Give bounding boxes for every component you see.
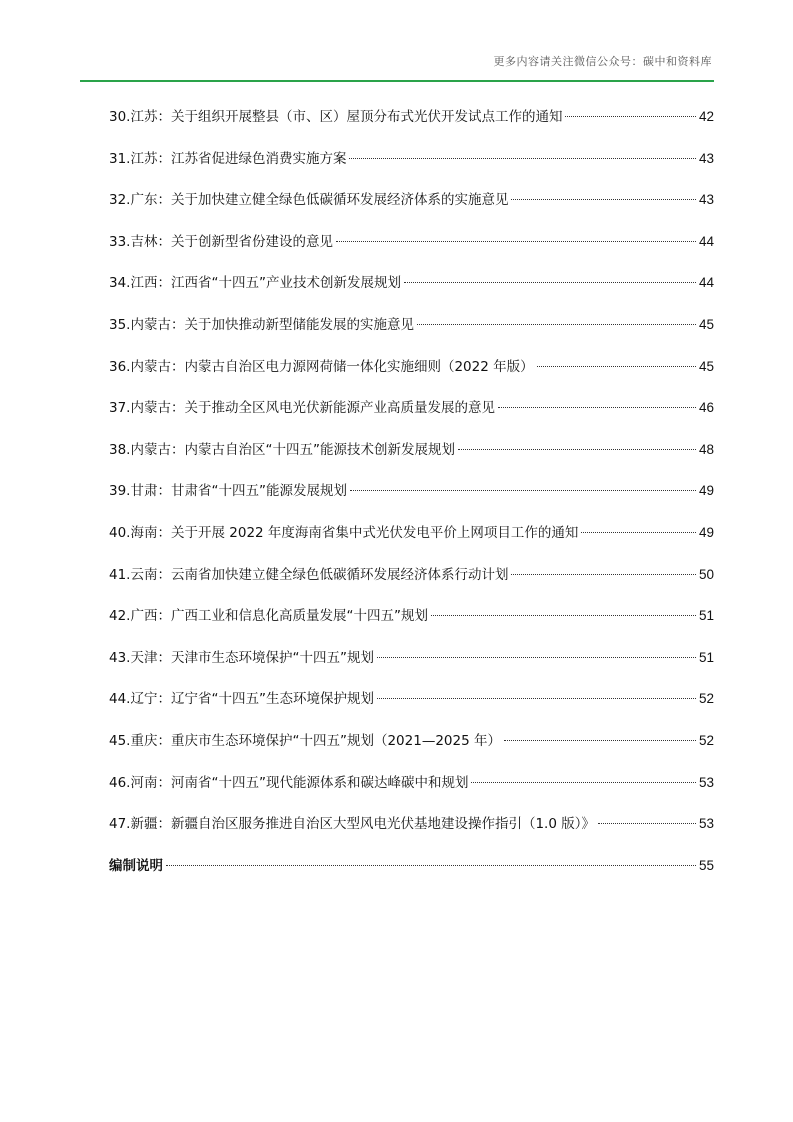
toc-entry-page-number: 48 — [698, 441, 714, 457]
toc-entry-title: 30.江苏：关于组织开展整县（市、区）屋顶分布式光伏开发试点工作的通知 — [109, 109, 563, 125]
toc-entry-page-number: 45 — [698, 358, 714, 374]
toc-entry-title: 44.辽宁：辽宁省“十四五”生态环境保护规划 — [109, 691, 374, 708]
toc-entry[interactable] — [109, 855, 714, 897]
toc-entry[interactable] — [109, 439, 714, 481]
toc-entry-page-number: 49 — [698, 524, 714, 540]
toc-entry-title: 37.内蒙古：关于推动全区风电光伏新能源产业高质量发展的意见 — [109, 400, 495, 417]
toc-dot-leader — [511, 574, 696, 575]
toc-entry[interactable] — [109, 688, 714, 730]
toc-entry-title: 45.重庆：重庆市生态环境保护“十四五”规划（2021—2025 年） — [109, 732, 501, 749]
toc-entry-page-number: 42 — [698, 109, 714, 124]
toc-entry-title: 36.内蒙古：内蒙古自治区电力源网荷储一体化实施细则（2022 年版） — [109, 358, 534, 375]
toc-entry-title: 38.内蒙古：内蒙古自治区“十四五”能源技术创新发展规划 — [109, 441, 455, 458]
toc-dot-leader — [349, 158, 695, 159]
toc-entry[interactable] — [109, 813, 714, 855]
toc-entry-title: 42.广西：广西工业和信息化高质量发展“十四五”规划 — [109, 608, 428, 625]
toc-entry-page-number: 49 — [698, 483, 714, 499]
toc-entry-page-number: 53 — [698, 816, 714, 832]
toc-entry-page-number: 46 — [698, 400, 714, 416]
toc-entry[interactable] — [109, 272, 714, 314]
toc-entry-page-number: 44 — [698, 275, 714, 291]
table-of-contents — [109, 106, 714, 896]
toc-entry[interactable] — [109, 772, 714, 814]
toc-entry-page-number: 45 — [698, 316, 714, 332]
toc-entry-page-number: 51 — [698, 608, 714, 624]
toc-dot-leader — [458, 449, 696, 450]
toc-dot-leader — [417, 324, 696, 325]
toc-dot-leader — [537, 366, 696, 367]
toc-entry-title: 39.甘肃：甘肃省“十四五”能源发展规划 — [109, 483, 347, 500]
toc-entry-title: 40.海南：关于开展 2022 年度海南省集中式光伏发电平价上网项目工作的通知 — [109, 524, 579, 541]
toc-entry[interactable] — [109, 148, 714, 190]
toc-entry-page-number: 52 — [698, 732, 714, 748]
toc-entry-page-number: 50 — [698, 566, 714, 582]
toc-entry[interactable] — [109, 231, 714, 273]
toc-entry-title: 46.河南：河南省“十四五”现代能源体系和碳达峰碳中和规划 — [109, 774, 469, 791]
toc-entry[interactable] — [109, 314, 714, 356]
toc-entry-title: 35.内蒙古：关于加快推动新型储能发展的实施意见 — [109, 316, 414, 333]
toc-entry[interactable] — [109, 647, 714, 689]
toc-entry-page-number: 52 — [698, 691, 714, 707]
toc-entry-page-number: 51 — [698, 649, 714, 665]
toc-entry-title: 编制说明 — [109, 857, 163, 874]
toc-entry-title: 43.天津：天津市生态环境保护“十四五”规划 — [109, 649, 374, 666]
toc-dot-leader — [431, 615, 696, 616]
toc-entry[interactable] — [109, 189, 714, 231]
toc-entry[interactable] — [109, 106, 714, 148]
header-divider — [80, 80, 714, 82]
toc-entry-page-number: 44 — [698, 233, 714, 249]
toc-dot-leader — [336, 241, 696, 242]
toc-entry[interactable] — [109, 522, 714, 564]
toc-dot-leader — [581, 532, 696, 533]
toc-dot-leader — [350, 490, 696, 491]
page-header-text: 更多内容请关注微信公众号：碳中和资料库 — [493, 55, 712, 68]
toc-entry-title: 31.江苏：江苏省促进绿色消费实施方案 — [109, 150, 347, 167]
toc-entry-title: 47.新疆：新疆自治区服务推进自治区大型风电光伏基地建设操作指引（1.0 版）》 — [109, 816, 595, 833]
toc-dot-leader — [404, 282, 696, 283]
toc-dot-leader — [166, 865, 696, 866]
toc-entry-page-number: 43 — [698, 192, 714, 208]
toc-dot-leader — [511, 199, 696, 200]
toc-entry[interactable] — [109, 605, 714, 647]
toc-entry[interactable] — [109, 730, 714, 772]
toc-entry-page-number: 55 — [698, 857, 714, 873]
toc-entry-title: 34.江西：江西省“十四五”产业技术创新发展规划 — [109, 275, 401, 292]
toc-dot-leader — [471, 782, 696, 783]
toc-dot-leader — [598, 823, 696, 824]
toc-entry[interactable] — [109, 356, 714, 398]
toc-dot-leader — [498, 407, 696, 408]
toc-entry-page-number: 53 — [698, 774, 714, 790]
toc-entry-title: 33.吉林：关于创新型省份建设的意见 — [109, 233, 333, 250]
toc-entry[interactable] — [109, 480, 714, 522]
toc-dot-leader — [504, 740, 696, 741]
toc-entry-page-number: 43 — [698, 150, 714, 166]
toc-dot-leader — [565, 116, 696, 117]
toc-entry-title: 41.云南：云南省加快建立健全绿色低碳循环发展经济体系行动计划 — [109, 566, 509, 583]
toc-entry[interactable] — [109, 564, 714, 606]
toc-entry-title: 32.广东：关于加快建立健全绿色低碳循环发展经济体系的实施意见 — [109, 192, 509, 209]
toc-dot-leader — [377, 657, 696, 658]
toc-entry[interactable] — [109, 397, 714, 439]
toc-dot-leader — [377, 698, 696, 699]
